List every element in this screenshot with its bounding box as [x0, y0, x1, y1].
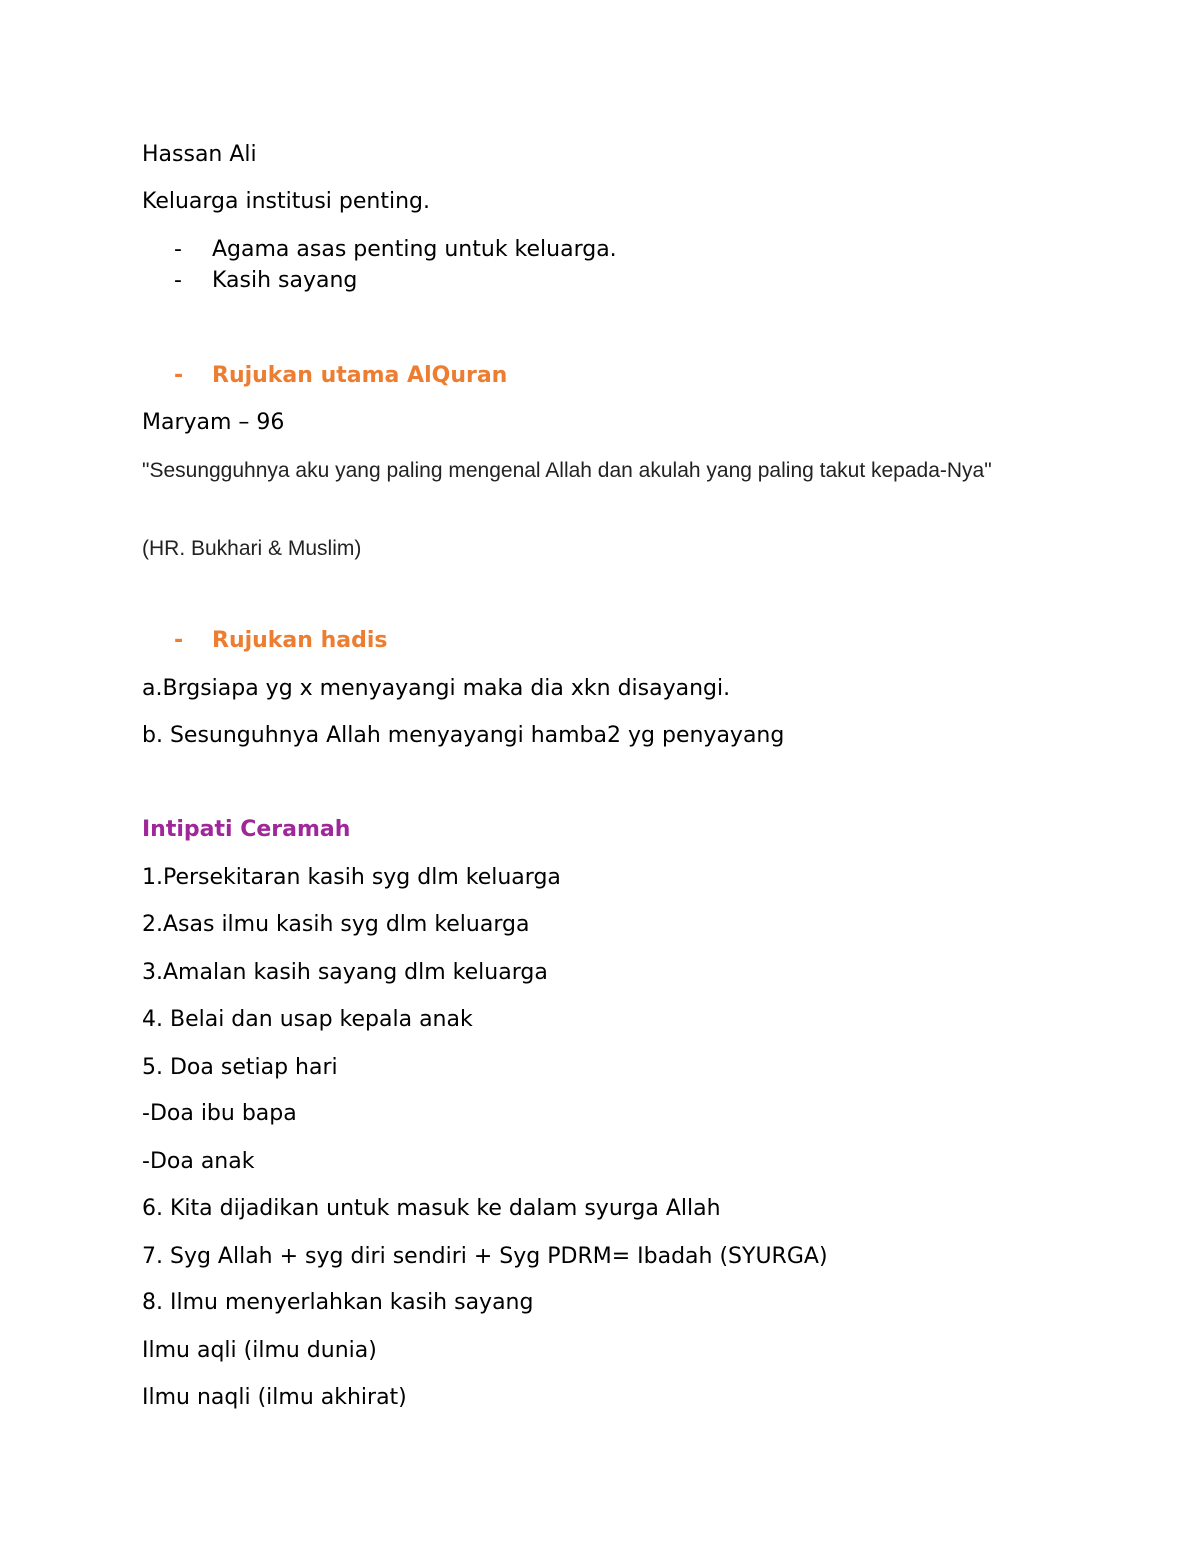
bullet-marker: -: [174, 628, 184, 653]
hadis-heading: Rujukan hadis: [212, 628, 388, 653]
intipati-item: 6. Kita dijadikan untuk masuk ke dalam syurga Allah: [142, 1196, 721, 1221]
intipati-item: 8. Ilmu menyerlahkan kasih sayang: [142, 1290, 534, 1315]
bullet-marker: -: [174, 268, 182, 293]
hadis-item: b. Sesunguhnya Allah menyayangi hamba2 yg penyayang: [142, 723, 785, 748]
intipati-item: Ilmu naqli (ilmu akhirat): [142, 1385, 407, 1410]
hadith-source: (HR. Bukhari & Muslim): [142, 537, 362, 560]
bullet-item: Kasih sayang: [212, 268, 358, 293]
intipati-item: 2.Asas ilmu kasih syg dlm keluarga: [142, 912, 530, 937]
intipati-item: 1.Persekitaran kasih syg dlm keluarga: [142, 865, 561, 890]
bullet-marker: -: [174, 363, 184, 388]
intipati-heading: Intipati Ceramah: [142, 817, 351, 842]
intipati-item: -Doa anak: [142, 1149, 255, 1174]
intro-text: Keluarga institusi penting.: [142, 189, 430, 214]
hadith-quote: "Sesungguhnya aku yang paling mengenal Allah dan akulah yang paling takut kepada-Nya": [142, 459, 992, 482]
hadis-item: a.Brgsiapa yg x menyayangi maka dia xkn disayangi.: [142, 676, 731, 701]
bullet-item: Agama asas penting untuk keluarga.: [212, 237, 617, 262]
intipati-item: 3.Amalan kasih sayang dlm keluarga: [142, 960, 548, 985]
bullet-marker: -: [174, 237, 182, 262]
author-name: Hassan Ali: [142, 142, 257, 167]
quran-heading: Rujukan utama AlQuran: [212, 363, 508, 388]
intipati-item: 7. Syg Allah + syg diri sendiri + Syg PDRM= Ibadah (SYURGA): [142, 1244, 828, 1269]
intipati-item: Ilmu aqli (ilmu dunia): [142, 1338, 377, 1363]
intipati-item: -Doa ibu bapa: [142, 1101, 297, 1126]
intipati-item: 4. Belai dan usap kepala anak: [142, 1007, 473, 1032]
intipati-item: 5. Doa setiap hari: [142, 1055, 338, 1080]
surah-reference: Maryam – 96: [142, 410, 285, 435]
